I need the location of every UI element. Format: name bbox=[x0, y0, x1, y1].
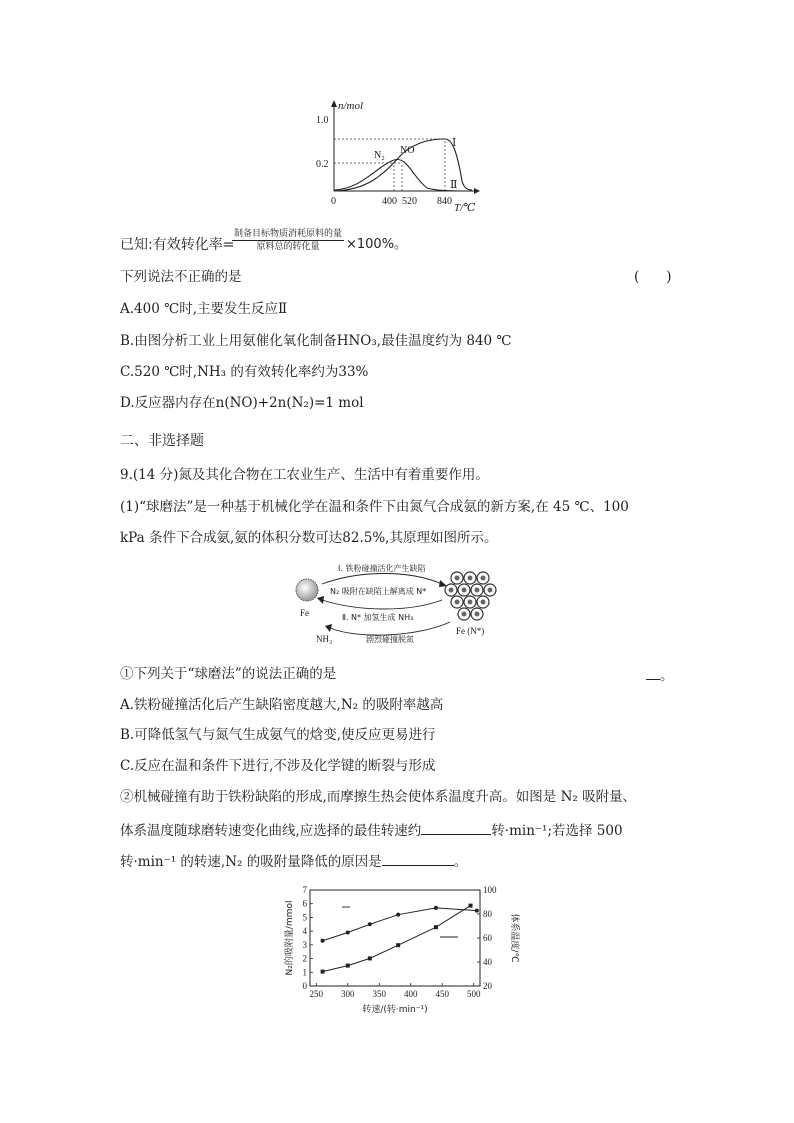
y2-tick-label: 20 bbox=[483, 981, 492, 991]
arrow-step-2: Ⅱ. N* 加氢生成 NH₃ bbox=[342, 613, 414, 622]
sub2-line2-b: 转·min⁻¹;若选择 500 bbox=[491, 823, 623, 839]
series-2-point bbox=[346, 964, 350, 968]
sub2-line2 bbox=[120, 820, 623, 840]
x-tick-520: 520 bbox=[402, 196, 417, 207]
q8-stem: 下列说法不正确的是 bbox=[120, 269, 242, 285]
curve-label-ii: Ⅱ bbox=[450, 179, 458, 191]
figure-3-adsorption-chart bbox=[280, 882, 520, 1018]
q9-stem: 9.(14 分)氮及其化合物在工农业生产、生活中有着重要作用。 bbox=[120, 467, 489, 483]
series-2-point bbox=[368, 956, 372, 960]
series-1-point bbox=[346, 931, 350, 935]
x-tick-label: 500 bbox=[466, 989, 481, 999]
y-tick-label: 0 bbox=[302, 981, 307, 991]
q9-1-line1: (1)“球磨法”是一种基于机械化学在温和条件下由氮气合成氨的新方案,在 45 ℃、100 bbox=[120, 499, 629, 515]
q8-paren: ( ) bbox=[634, 269, 672, 285]
series-2-point bbox=[469, 904, 473, 908]
series-1-point bbox=[321, 939, 325, 943]
sub2-line1: ②机械碰撞有助于铁粉缺陷的形成,而摩擦生热会使体系温度升高。如图是 N₂ 吸附量、 bbox=[120, 789, 637, 805]
figure-2-ball-milling bbox=[290, 560, 510, 652]
sub1-option-b: B.可降低氢气与氮气生成氨气的焓变,使反应更易进行 bbox=[120, 727, 436, 743]
section-heading: 二、非选择题 bbox=[120, 433, 204, 449]
reason-answer-blank bbox=[382, 851, 454, 866]
fraction-numerator: 制备目标物质消耗原料的量 bbox=[233, 229, 342, 239]
q9-1-line2: kPa 条件下合成氨,氨的体积分数可达82.5%,其原理如图所示。 bbox=[120, 530, 498, 546]
arrow-step-2-sub: 剧烈碰撞脱氮 bbox=[366, 635, 414, 644]
series-1-point bbox=[475, 909, 479, 913]
arrow-step-1-sub: N₂ 吸附在缺陷上解离成 N* bbox=[330, 587, 427, 596]
y-tick-label: 4 bbox=[302, 926, 307, 937]
y-tick-label: 1 bbox=[302, 967, 307, 978]
curve-label-no: NO bbox=[400, 145, 415, 156]
y-tick-2: 0.2 bbox=[316, 159, 329, 170]
x-tick-label: 300 bbox=[341, 989, 355, 999]
series-1-point bbox=[396, 913, 400, 917]
y2-axis-title: 体系温度/℃ bbox=[509, 913, 519, 963]
y-tick-label: 3 bbox=[302, 939, 307, 950]
sub2-line2-a: 体系温度随球磨转速变化曲线,应选择的最佳转速约 bbox=[120, 823, 422, 839]
x-tick-label: 350 bbox=[372, 989, 387, 999]
x-axis-label: T/℃ bbox=[454, 202, 476, 214]
known-prefix: 已知:有效转化率= bbox=[120, 237, 235, 253]
series-2-point bbox=[434, 925, 438, 929]
x-axis-title: 转速/(转·min⁻¹) bbox=[362, 1005, 428, 1015]
fe-particle bbox=[296, 579, 318, 601]
sub1-option-a: A.铁粉碰撞活化后产生缺陷密度越大,N₂ 的吸附率越高 bbox=[120, 697, 444, 713]
y-tick-label: 6 bbox=[302, 898, 307, 909]
q8-option-c: C.520 ℃时,NH₃ 的有效转化率约为33% bbox=[120, 364, 369, 380]
q8-option-a: A.400 ℃时,主要发生反应Ⅱ bbox=[120, 301, 288, 317]
y-tick-label: 5 bbox=[302, 912, 307, 923]
y-axis-label: n/mol bbox=[338, 100, 364, 112]
curve-n2 bbox=[334, 159, 462, 191]
curve-label-i: Ⅰ bbox=[452, 137, 457, 149]
x-tick-840: 840 bbox=[437, 196, 452, 207]
x-tick-0: 0 bbox=[331, 196, 336, 207]
curve-label-n2: N₂ bbox=[374, 150, 385, 161]
y-axis-title: N₂的吸附量/mmol bbox=[285, 900, 295, 976]
y2-tick-label: 60 bbox=[483, 933, 492, 943]
series-2-point bbox=[321, 970, 325, 974]
series-1-point bbox=[434, 906, 438, 910]
arrow-step-1: Ⅰ. 铁粉碰撞活化产生缺陷 bbox=[338, 564, 426, 573]
nh3-label: NH₃ bbox=[316, 634, 333, 644]
y2-tick-label: 100 bbox=[483, 885, 497, 895]
fraction bbox=[232, 228, 344, 253]
y-tick-label: 7 bbox=[302, 885, 307, 895]
sub1-option-c: C.反应在温和条件下进行,不涉及化学键的断裂与形成 bbox=[120, 758, 436, 774]
sub2-line3-b: 。 bbox=[453, 854, 468, 870]
y-tick-1: 1.0 bbox=[316, 115, 329, 126]
speed-answer-blank bbox=[421, 820, 491, 835]
q8-option-d: D.反应器内存在n(NO)+2n(N₂)=1 mol bbox=[120, 395, 364, 411]
known-suffix: ×100%。 bbox=[346, 237, 408, 252]
series-2-point bbox=[396, 943, 400, 947]
x-tick-label: 450 bbox=[435, 989, 449, 999]
x-tick-label: 400 bbox=[403, 989, 418, 999]
sub1-stem: ①下列关于“球磨法”的说法正确的是 bbox=[120, 666, 337, 682]
fe-label: Fe bbox=[300, 608, 309, 618]
sub1-end: 。 bbox=[660, 668, 674, 684]
series-1-line bbox=[323, 908, 477, 941]
series-1-point bbox=[368, 922, 372, 926]
figure-1-n-vs-temperature bbox=[312, 96, 492, 214]
sub2-line3 bbox=[120, 851, 467, 871]
y2-tick-label: 80 bbox=[483, 909, 492, 919]
plot-frame bbox=[310, 890, 480, 986]
x-tick-400: 400 bbox=[382, 196, 397, 207]
sub2-line3-a: 转·min⁻¹ 的转速,N₂ 的吸附量降低的原因是 bbox=[120, 854, 382, 870]
x-tick-label: 250 bbox=[309, 989, 324, 999]
fraction-denominator: 原料总的转化量 bbox=[256, 242, 320, 252]
sub1-answer-blank bbox=[646, 665, 674, 685]
y-tick-label: 2 bbox=[302, 953, 307, 964]
fe-n-label: Fe (N*) bbox=[456, 626, 485, 636]
y2-tick-label: 40 bbox=[483, 957, 492, 967]
q8-option-b: B.由图分析工业上用氨催化氧化制备HNO₃,最佳温度约为 840 ℃ bbox=[120, 333, 512, 349]
